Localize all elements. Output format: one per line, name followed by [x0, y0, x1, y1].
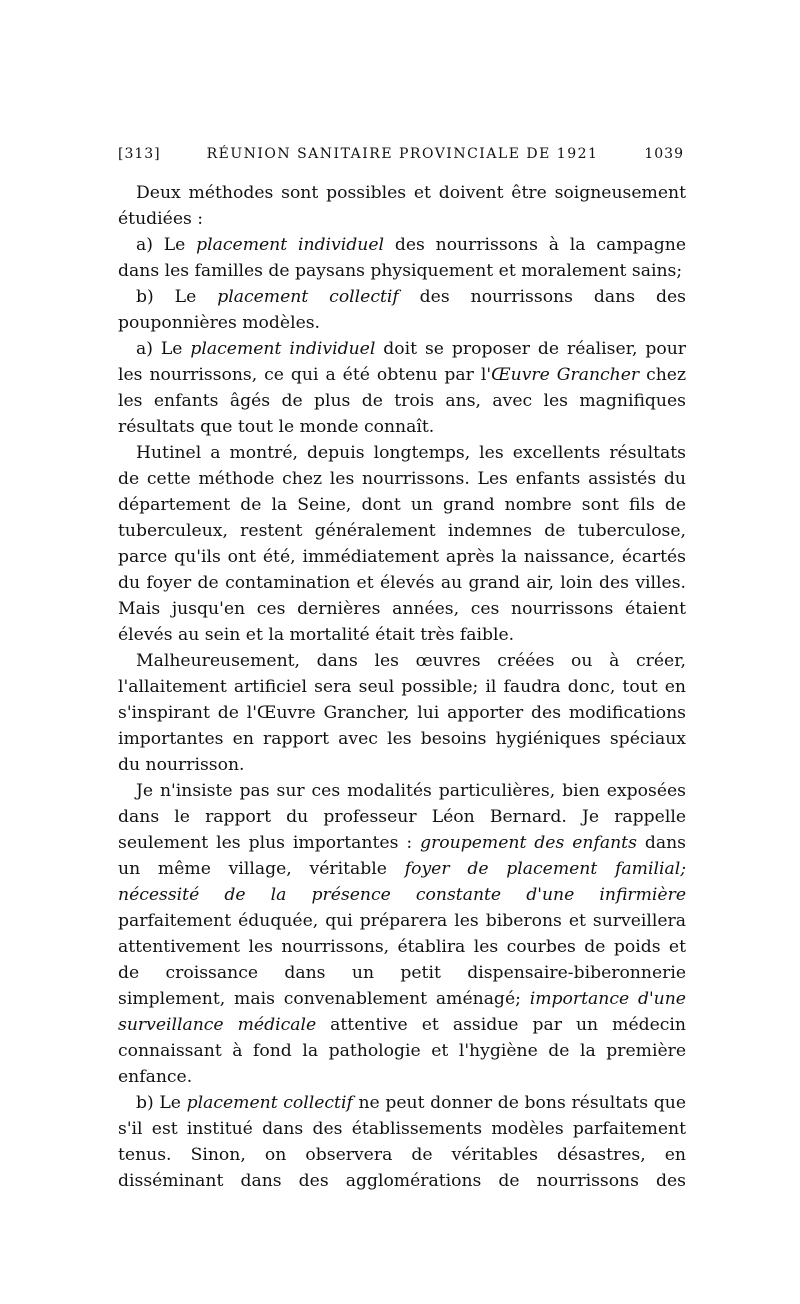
paragraph-intro: Deux méthodes sont possibles et doivent être soigneusement étudiées :	[118, 183, 686, 229]
paragraph-option-a: a) Le placement individuel des nourrissons à la campagne dans les familles de paysans physiquement et moralement sains;	[118, 235, 687, 281]
running-header	[118, 146, 684, 168]
paragraph-option-b: b) Le placement collectif des nourrissons dans des pouponnières modèles.	[118, 287, 686, 333]
paragraph-hutinel: Hutinel a montré, depuis longtemps, les excellents résultats de cette méthode chez les nourrissons. Les enfants assistés du département de la Seine, dont un grand nombre sont fils de tuberculeux, restent généralement indemnes de tuberculose, parce qu'ils ont été, immédiatement après la naissance, écartés du foyer de contamination et élevés au grand air, loin des villes. Mais jusqu'en ces dernières années, ces nourrissons étaient élevés au sein et la mortalité était très faible.	[118, 443, 686, 645]
page-number: 1039	[644, 146, 684, 162]
paragraph-modalites: Je n'insiste pas sur ces modalités particulières, bien exposées dans le rapport du professeur Léon Bernard. Je rappelle seulement les plus importantes : groupement des enfants dans un même village, véritable foyer de placement familial; nécessité de la présence constante d'une infirmière parfaitement éduquée, qui préparera les biberons et surveillera attentivement les nourrissons, établira les courbes de poids et de croissance dans un petit dispensaire-biberonnerie simplement, mais convenablement aménagé; importance d'une surveillance médicale attentive et assidue par un médecin connaissant à fond la pathologie et l'hygiène de la première enfance.	[118, 781, 686, 1087]
paragraph-individual-placement: a) Le placement individuel doit se proposer de réaliser, pour les nourrissons, ce qui a été obtenu par l'Œuvre Grancher chez les enfants âgés de plus de trois ans, avec les magnifiques résultats que tout le monde connaît.	[118, 339, 687, 437]
body-text	[118, 180, 686, 1194]
header-title: RÉUNION SANITAIRE PROVINCIALE DE 1921	[206, 146, 599, 162]
paragraph-malheureusement: Malheureusement, dans les œuvres créées ou à créer, l'allaitement artificiel sera seul possible; il faudra donc, tout en s'inspirant de l'Œuvre Grancher, lui apporter des modifications importantes en rapport avec les besoins hygiéniques spéciaux du nourrisson.	[118, 651, 686, 775]
bracket-page-ref: [313]	[118, 146, 161, 162]
paragraph-collective-placement: b) Le placement collectif ne peut donner de bons résultats que s'il est institué dans des établissements modèles parfaitement tenus. Sinon, on observera de véritables désastres, en disséminant dans des agglomérations de nourrissons des	[118, 1093, 687, 1191]
